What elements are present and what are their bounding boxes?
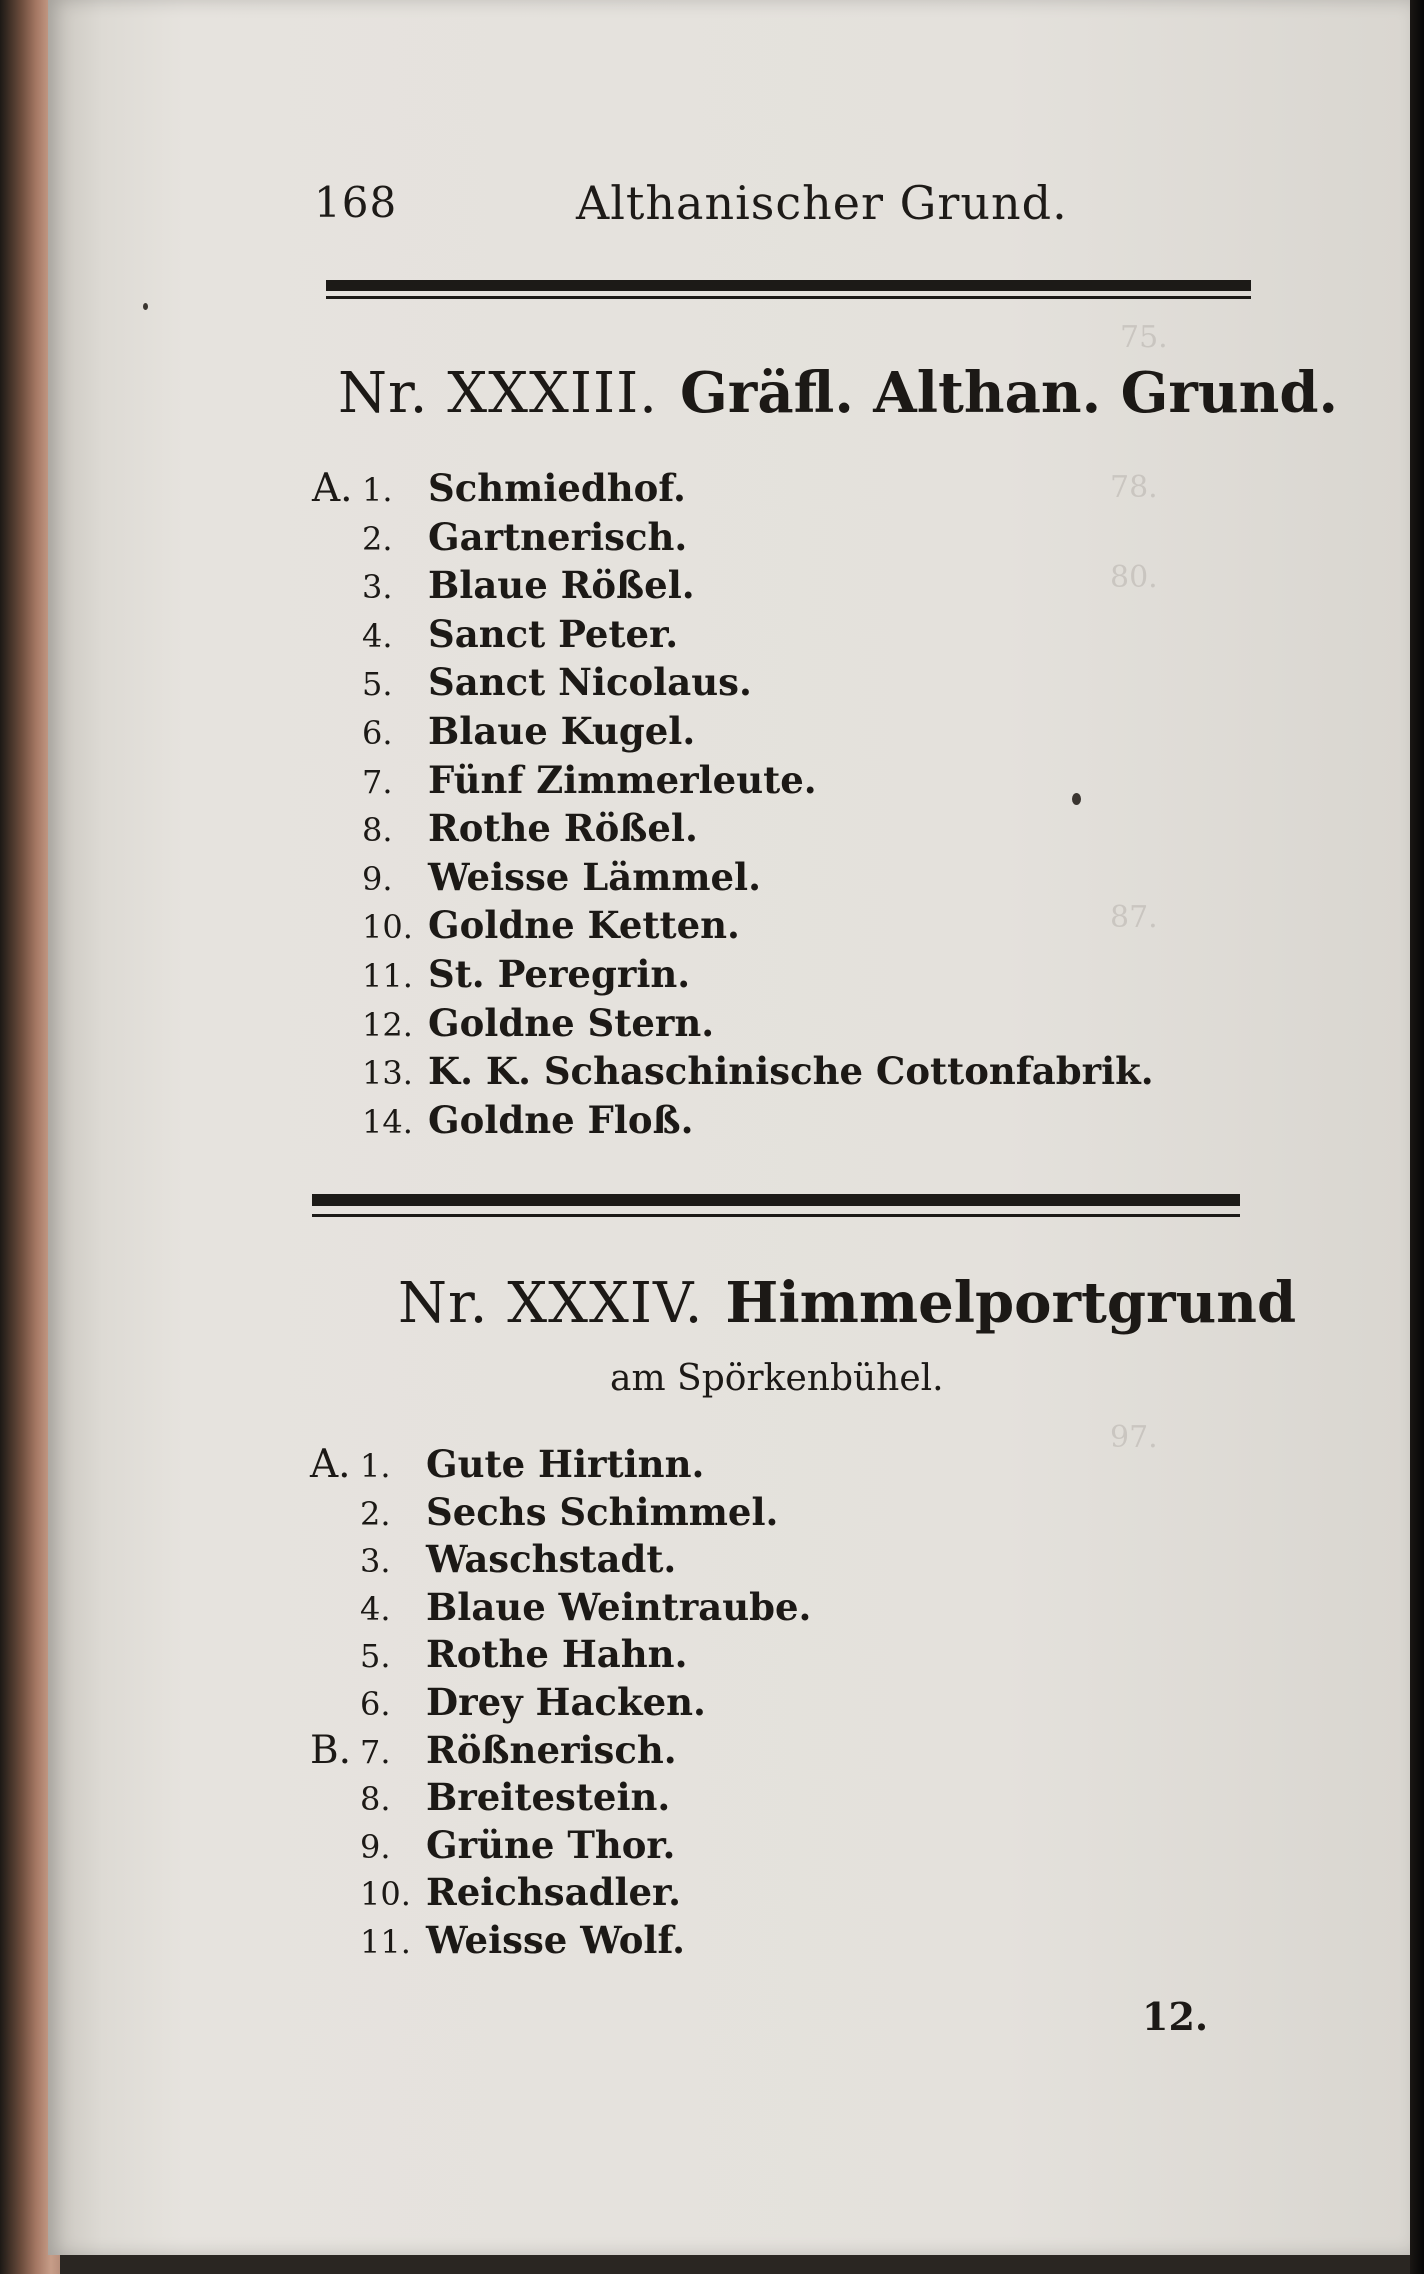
list-item — [362, 515, 687, 561]
list-item — [362, 612, 678, 658]
entry-number: 9. — [362, 859, 393, 898]
list-item — [360, 1680, 706, 1726]
entry-name: Rothe Hahn. — [426, 1632, 688, 1677]
header-rule-thin — [326, 296, 1251, 299]
section-divider-thick — [312, 1194, 1240, 1206]
list-item — [360, 1870, 681, 1916]
entry-number: 8. — [362, 811, 393, 850]
entry-name: Sanct Nicolaus. — [428, 660, 752, 705]
entry-number: 14. — [362, 1102, 413, 1141]
entry-name: Waschstadt. — [426, 1537, 677, 1582]
list-item — [312, 466, 686, 512]
entry-number: 8. — [360, 1780, 391, 1819]
entry-name: Rothe Rößel. — [428, 806, 698, 851]
entry-number: 4. — [360, 1589, 391, 1628]
list-item — [360, 1823, 675, 1869]
group-letter: A. — [312, 466, 353, 511]
entry-name: Weisse Wolf. — [426, 1918, 685, 1962]
entry-name: St. Peregrin. — [428, 952, 691, 996]
section-number: Nr. XXXIII. — [338, 361, 658, 426]
entry-number: 11. — [362, 957, 413, 995]
entry-name: Goldne Floß. — [428, 1097, 694, 1142]
list-item — [362, 1001, 714, 1047]
list-item — [362, 563, 695, 609]
catchword: 12. — [1142, 1994, 1209, 2039]
entry-name: Blaue Weintraube. — [426, 1584, 812, 1629]
list-item — [360, 1918, 685, 1964]
list-item — [362, 855, 761, 901]
show-through-text: 80. — [1110, 560, 1158, 595]
entry-number: 5. — [362, 665, 393, 704]
section-name: Himmelportgrund — [725, 1270, 1297, 1336]
entry-name: Goldne Stern. — [428, 1000, 715, 1045]
entry-number: 11. — [360, 1923, 411, 1961]
section-name: Gräfl. Althan. Grund. — [679, 360, 1339, 426]
header-rule-thick — [326, 280, 1251, 291]
show-through-text: 75. — [1120, 320, 1168, 355]
entry-number: 3. — [362, 568, 393, 607]
entry-name: Sechs Schimmel. — [426, 1489, 779, 1534]
show-through-text: 78. — [1110, 470, 1158, 505]
page-header — [314, 178, 1254, 248]
list-item — [362, 709, 695, 755]
entry-number: 7. — [360, 1732, 391, 1771]
running-head: Althanischer Grund. — [576, 176, 1068, 230]
entry-number: 13. — [362, 1054, 413, 1093]
entry-name: Fünf Zimmerleute. — [428, 757, 817, 802]
list-item — [362, 758, 817, 804]
entry-number: 10. — [360, 1875, 411, 1914]
entry-number: 1. — [362, 471, 393, 509]
entry-name: Reichsadler. — [426, 1870, 682, 1915]
entry-number: 9. — [360, 1827, 391, 1866]
entry-name: Sanct Peter. — [428, 611, 679, 656]
section-title — [338, 360, 1338, 426]
entry-name: Weisse Lämmel. — [428, 854, 761, 899]
entry-name: Drey Hacken. — [426, 1680, 706, 1724]
entry-name: Gute Hirtinn. — [426, 1442, 705, 1486]
group-letter: A. — [310, 1442, 351, 1487]
book-page — [48, 0, 1410, 2255]
entry-name: Gartnerisch. — [428, 514, 688, 559]
list-item — [360, 1585, 811, 1631]
entry-number: 10. — [362, 908, 413, 947]
entry-number: 2. — [360, 1494, 391, 1533]
page-number: 168 — [314, 178, 398, 227]
list-item — [362, 660, 752, 706]
list-item — [362, 952, 690, 998]
section-divider-thin — [312, 1214, 1240, 1217]
list-item — [360, 1775, 670, 1821]
entry-number: 3. — [360, 1542, 391, 1581]
list-item — [310, 1442, 705, 1488]
list-item — [360, 1490, 778, 1536]
list-item — [362, 1049, 1154, 1095]
entry-number: 5. — [360, 1637, 391, 1676]
show-through-text: 97. — [1110, 1420, 1158, 1455]
show-through-text: 87. — [1110, 900, 1158, 935]
entry-number: 6. — [360, 1685, 391, 1723]
page-edge — [1410, 0, 1424, 2274]
list-item — [310, 1727, 677, 1774]
entry-name: Rößnerisch. — [426, 1727, 677, 1772]
entry-name: Blaue Rößel. — [428, 563, 695, 608]
entry-number: 2. — [362, 519, 393, 558]
ink-speck — [1072, 793, 1081, 805]
entry-name: Goldne Ketten. — [428, 903, 740, 948]
entry-number: 12. — [362, 1005, 413, 1044]
entry-name: K. K. Schaschinische Cottonfabrik. — [428, 1049, 1154, 1094]
entry-name: Blaue Kugel. — [428, 709, 696, 753]
entry-number: 1. — [360, 1447, 391, 1485]
group-letter: B. — [310, 1727, 352, 1773]
list-item — [360, 1537, 676, 1583]
entry-name: Grüne Thor. — [426, 1822, 676, 1867]
entry-number: 7. — [362, 762, 393, 801]
list-item — [362, 903, 740, 949]
section-number: Nr. XXXIV. — [398, 1271, 704, 1336]
entry-name: Schmiedhof. — [428, 466, 686, 510]
section-title — [398, 1270, 1296, 1336]
list-item — [362, 806, 698, 852]
entry-name: Breitestein. — [426, 1775, 671, 1820]
list-item — [362, 1098, 694, 1144]
ink-speck — [143, 303, 148, 310]
entry-number: 6. — [362, 714, 393, 752]
section-subtitle: am Spörkenbühel. — [610, 1358, 944, 1399]
list-item — [360, 1632, 687, 1678]
entry-number: 4. — [362, 616, 393, 655]
